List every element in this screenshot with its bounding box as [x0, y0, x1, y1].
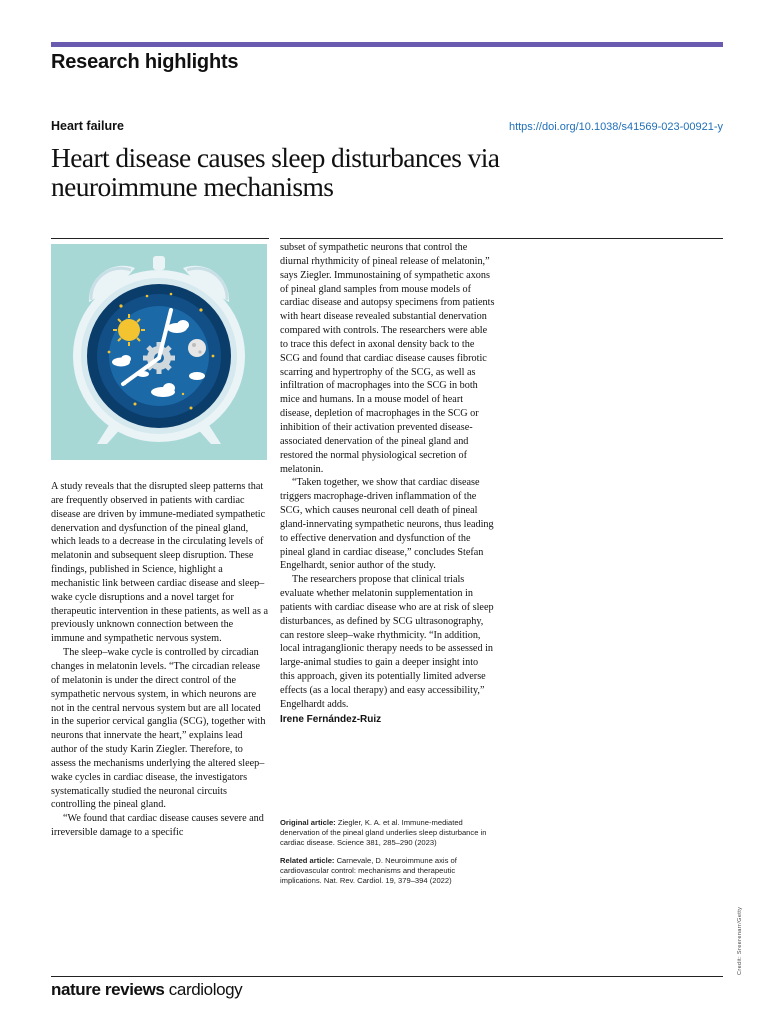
ref-text: Ziegler, K. A. et al. Immune-mediated denervation of the pineal gland underlies sleep disturbance in cardiac disease. Science 381, 285–290 (2023) [280, 818, 487, 848]
original-article-ref [280, 818, 495, 849]
doi-link[interactable]: https://doi.org/10.1038/s41569-023-00921-y [508, 121, 723, 133]
paragraph-text: The researchers propose that clinical trials evaluate whether melatonin supplementation in patients with cardiac disease who are at risk of sleep disturbances, as defined by SCG ultrasonography, can restore sleep–wake rhythmicity. “In addition, local intraganglionic therapy needs to be assessed in large-animal studies to gain a deeper insight into this approach, given its potentially limited adverse effects (as a local therapy) and easy accessibility,” Engelhardt adds. [280, 574, 494, 710]
footer-rule [51, 976, 723, 977]
moon-icon [188, 339, 206, 357]
paragraph-text: subset of sympathetic neurons that control the diurnal rhythmicity of pineal release of melatonin,” says Ziegler. Immunostaining of sympathetic axons of pineal gland samples from mouse models of cardiac disease and autopsy specimens from patients with heart disease revealed substantial denervation compared with controls. The researchers were able to trace this defect in axonal density back to the SCG and found that cardiac disease causes fibrotic scarring and hypertrophy of the SCG, as well as infiltration of macrophages into the SCG in both mice and humans. In a mouse model of heart disease, depletion of macrophages in the SCG or inhibition of their activation prevented disease-associated denervation of the pineal gland and restored the normal physiological secretion of melatonin. [280, 242, 495, 475]
paragraph-text: A study reveals that the disrupted sleep patterns that are frequently observed in patients with cardiac disease are driven by immune-mediated sympathetic denervation and dysfunction of the pineal gland, which leads to a decrease in the circulating levels of melatonin and subsequent sleep disruption. These findings, published in Science, highlight a mechanistic link between cardiac disease and sleep–wake cycle disruptions and a novel target for therapeutic intervention in these patients, as well as a previously unknown connection between the immune and sympathetic nervous system. [51, 481, 268, 645]
paragraph-text: The sleep–wake cycle is controlled by circadian changes in melatonin levels. “The circadian release of melatonin is under the direct control of the sympathetic nervous system, in which neurons are not in the central nervous system but are all located in the superior cervical ganglia (SCG), together with neurons that innervate the heart,” explains lead author of the study Karin Ziegler. Therefore, to assess the mechanisms underlying the altered sleep–wake cycles in cardiac disease, the investigators systematically studied the neuronal circuits controlling the pineal gland. [51, 647, 266, 811]
paragraph-text: “We found that cardiac disease causes severe and irreversible damage to a specific [51, 813, 264, 839]
alarm-clock-illustration [51, 244, 267, 460]
article-headline: Heart disease causes sleep disturbances via neuroimmune mechanisms [51, 142, 500, 202]
paragraph [51, 480, 268, 646]
journal-name-bold: nature reviews [51, 980, 165, 999]
journal-logo [51, 980, 242, 1000]
column-rule-left [51, 238, 269, 239]
header-accent-bar [51, 42, 723, 47]
related-article-ref [280, 856, 495, 887]
body-column-2 [280, 241, 495, 727]
column-rule-right [280, 238, 723, 239]
ref-text: Carnevale, D. Neuroimmune axis of cardiovascular control: mechanisms and therapeutic implications. Nat. Rev. Cardiol. 19, 379–394 (2022) [280, 855, 457, 886]
paragraph [51, 812, 268, 840]
journal-name-light: cardiology [164, 980, 243, 999]
topic-label: Heart failure [51, 119, 124, 133]
paragraph [280, 573, 495, 711]
author-byline: Irene Fernández-Ruiz [280, 713, 382, 725]
paragraph [280, 476, 495, 573]
section-title: Research highlights [51, 51, 239, 73]
paragraph-text: “Taken together, we show that cardiac disease triggers macrophage-driven inflammation of the SCG, which causes neuronal cell death of pineal gland-innervating sympathetic neurons, thus leading to effective denervation and dysfunction of the pineal gland in cardiac disease,” concludes Stefan Engelhardt, senior author of the study. [280, 477, 494, 572]
ref-label: Related article: [280, 855, 335, 865]
paragraph [280, 241, 495, 476]
image-credit: Credit: Sreerenarr/Getty [737, 906, 743, 975]
references [280, 818, 495, 893]
ref-label: Original article: [280, 818, 336, 827]
paragraph [51, 646, 268, 812]
body-column-1 [51, 480, 268, 840]
